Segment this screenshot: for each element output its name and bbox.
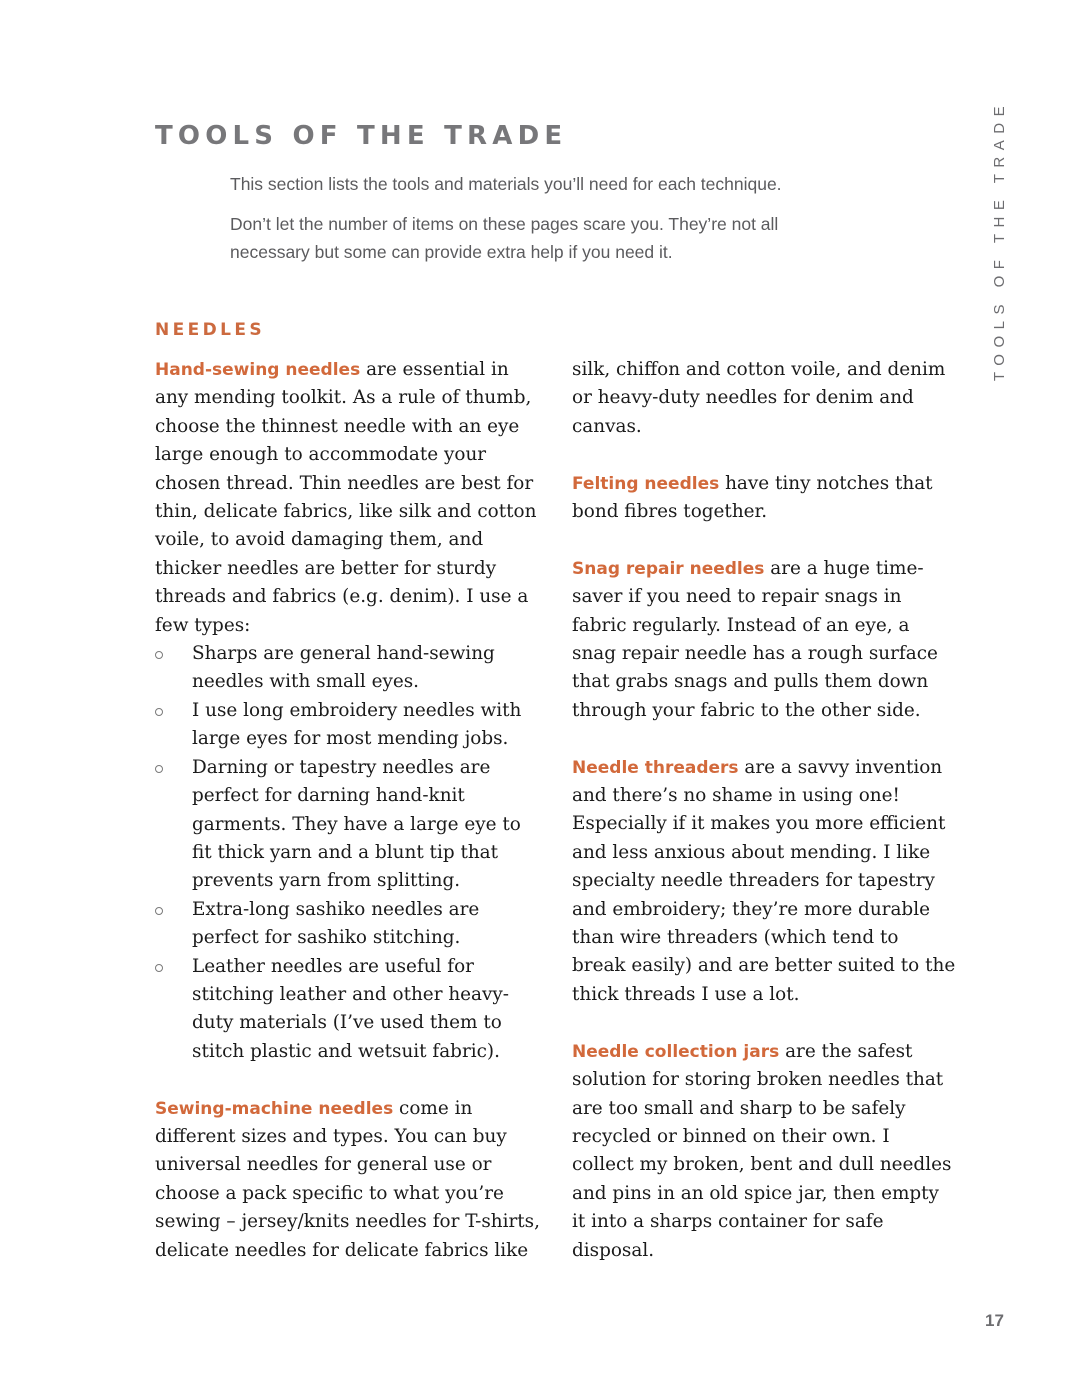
term-hand-sewing-needles: Hand-sewing needles [155,360,361,380]
term-felting-needles: Felting needles [572,473,720,494]
bullet-circle-icon [155,907,163,915]
entry-needle-collection-jars [572,1038,957,1265]
intro [230,170,850,278]
term-needle-collection-jars: Needle collection jars [572,1041,780,1062]
running-side-label [985,99,1015,381]
bullet-circle-icon [155,708,163,716]
list-item [155,953,540,1067]
list-item [155,754,540,896]
bullet-circle-icon [155,765,163,773]
entry-text: have tiny notches that bond fibres together. [572,472,933,523]
entry-felting-needles [572,470,957,527]
entry-text: are a savvy invention and there’s no shame in using one! Especially if it makes you more efficient and less anxious about mending. I like specialty needle threaders for tapestry and embroidery; they’re more durable than wire threaders (which tend to break easily) and are better suited to the thick threads I use a lot. [572,756,956,1005]
entry-text: are essential in any mending toolkit. As a rule of thumb, choose the thinnest needle with an eye large enough to accommodate your chosen thread. Thin needles are best for thin, delicate fabrics, like silk and cotton voile, to avoid damaging them, and thicker needles are better for sturdy threads and fabrics (e.g. denim). I use a few types: [155,359,537,636]
entry-needle-threaders [572,754,957,1010]
side-label-text: TOOLS OF THE TRADE [991,99,1009,381]
entry-text: come in different sizes and types. You can buy universal needles for general use or choose a pack specific to what you’re sewing – jersey/knits needles for T-shirts, delicate needles for delicate fabrics like [155,1097,540,1261]
entry-snag-repair-needles [572,555,957,725]
list-item-text: Leather needles are useful for stitching leather and other heavy-duty materials (I’ve used them to stitch plastic and wetsuit fabric). [192,955,510,1062]
list-item-text: Sharps are general hand-sewing needles with small eyes. [192,643,495,693]
left-column [155,356,540,1265]
term-needle-threaders: Needle threaders [572,757,739,778]
entry-text: are the safest solution for storing broken needles that are too small and sharp to be safely recycled or binned on their own. I collect my broken, bent and dull needles and pins in an old spice jar, then empty it into a sharps container for safe disposal. [572,1040,952,1261]
bullet-circle-icon [155,964,163,972]
section-heading-needles: NEEDLES [155,320,266,340]
intro-paragraph: This section lists the tools and materials you’ll need for each technique. [230,174,782,194]
entry-sewing-machine-needles [155,1095,540,1265]
term-sewing-machine-needles: Sewing-machine needles [155,1098,394,1119]
list-item-text: Extra-long sashiko needles are perfect for sashiko stitching. [192,898,480,949]
intro-paragraph: Don’t let the number of items on these pages scare you. They’re not all necessary but some can provide extra help if you need it. [230,214,779,262]
continued-paragraph: silk, chiffon and cotton voile, and denim or heavy-duty needles for denim and canvas. [572,359,946,437]
entry-text: are a huge time-saver if you need to repair snags in fabric regularly. Instead of an eye, a snag repair needle has a rough surface that grabs snags and pulls them down through your fabric to the other side. [572,557,938,721]
entry-hand-sewing-needles [155,356,540,640]
right-column [572,356,957,1265]
list-item-text: I use long embroidery needles with large eyes for most mending jobs. [192,699,522,750]
list-item [155,640,540,697]
page-title: TOOLS OF THE TRADE [155,121,568,151]
term-snag-repair-needles: Snag repair needles [572,558,765,579]
needle-types-list [155,640,540,1066]
page-number: 17 [985,1311,1004,1330]
list-item [155,697,540,754]
list-item-text: Darning or tapestry needles are perfect for darning hand-knit garments. They have a large eye to fit thick yarn and a blunt tip that prevents yarn from splitting. [192,756,521,892]
list-item [155,896,540,953]
bullet-circle-icon [155,651,163,659]
